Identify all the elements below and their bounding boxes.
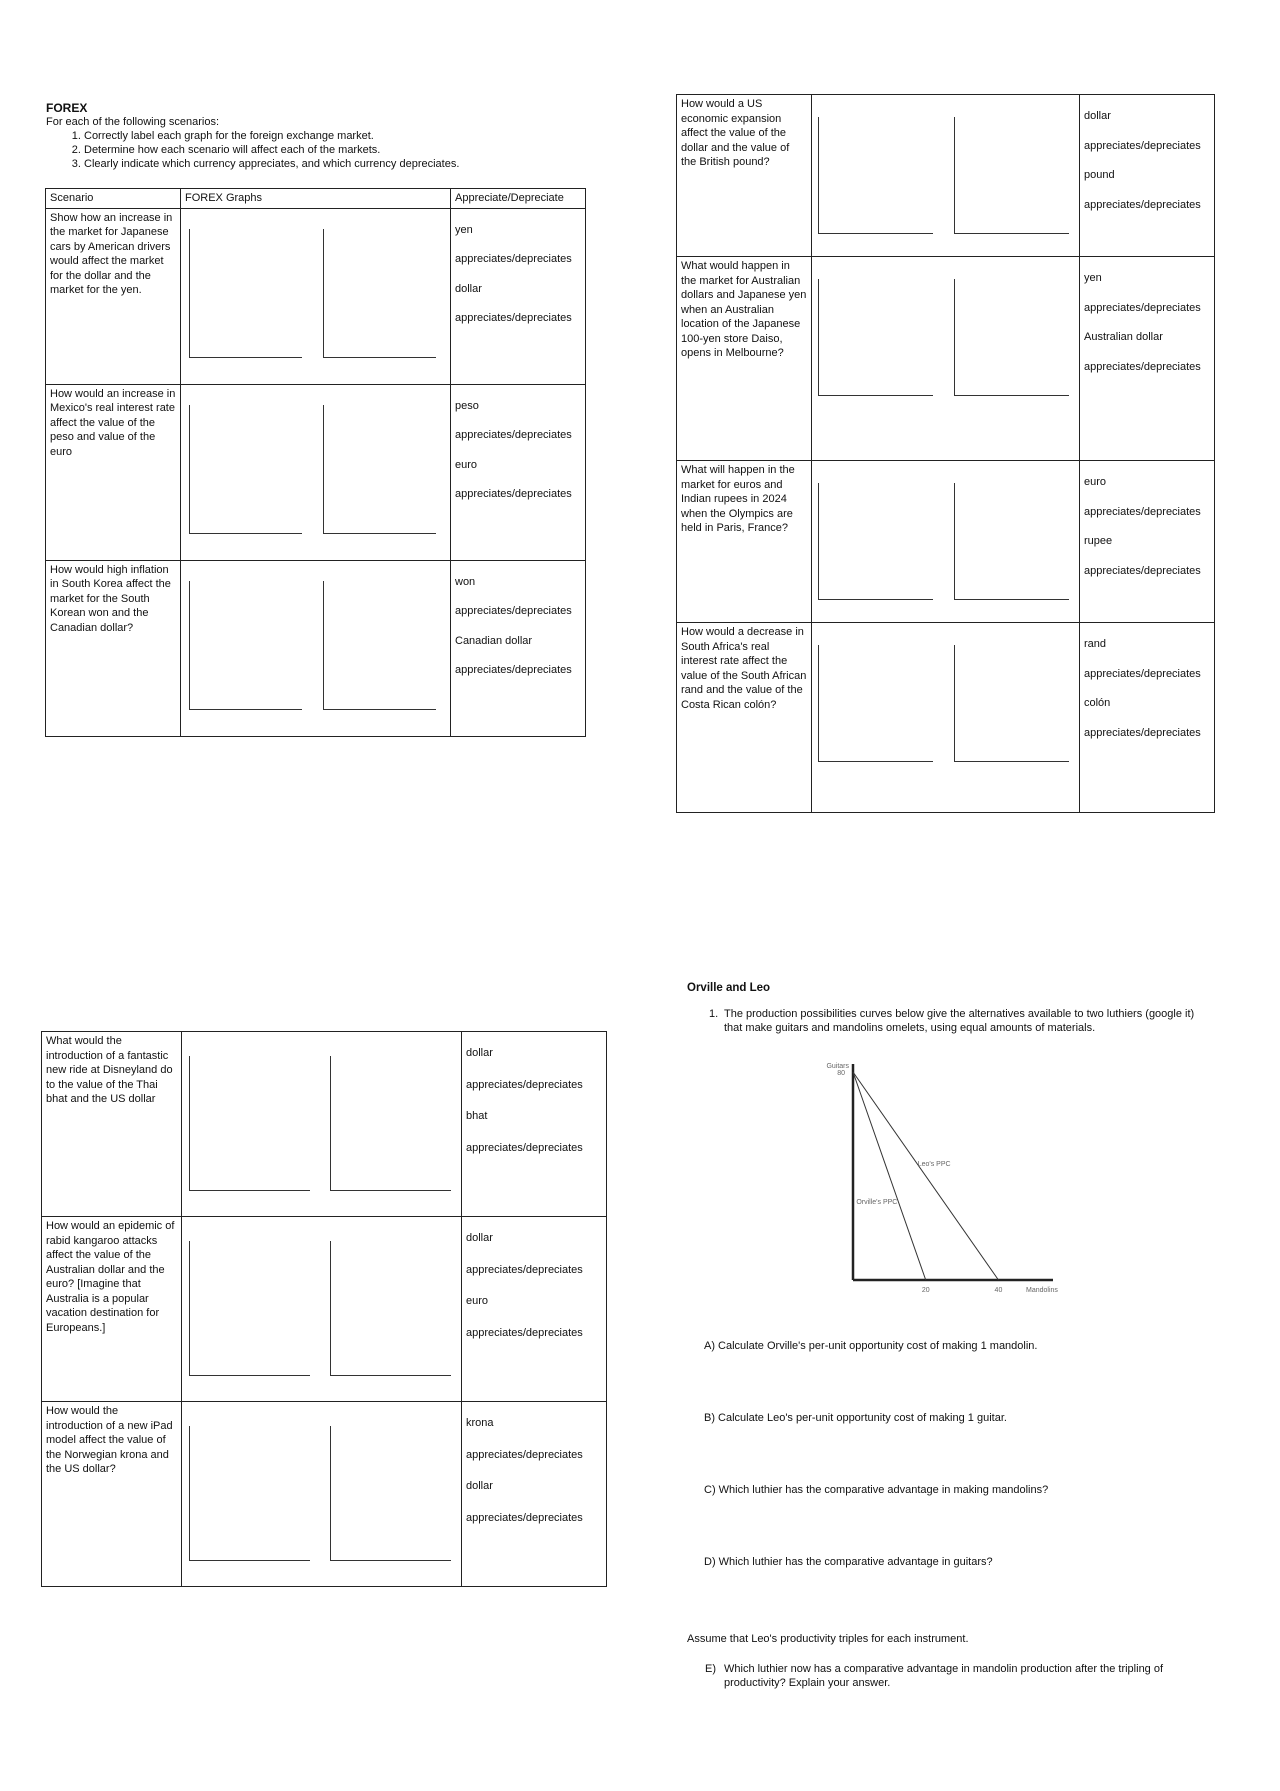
graph-area (812, 257, 1080, 461)
graph-axes[interactable] (189, 581, 302, 710)
graph-axes[interactable] (954, 117, 1069, 234)
assume-text: Assume that Leo's productivity triples for each instrument. (687, 1633, 969, 1645)
scenario-text: Show how an increase in the market for Japanese cars by American drivers would affect the market for the dollar and the market for the yen. (46, 208, 181, 384)
graph-axes[interactable] (818, 117, 933, 234)
appreciate-choice[interactable]: appreciates/depreciates (466, 1078, 583, 1091)
question-c: C) Which luthier has the comparative advantage in making mandolins? (704, 1484, 1049, 1496)
appreciate-choice[interactable]: appreciates/depreciates (466, 1511, 583, 1524)
question-1 (709, 1007, 1209, 1035)
table-row (42, 1217, 607, 1402)
appreciate-choice[interactable]: appreciates/depreciates (455, 605, 572, 617)
graph-axes[interactable] (323, 229, 436, 358)
series-line (853, 1072, 926, 1280)
questions-a-d (704, 1339, 1204, 1584)
graph-area (181, 208, 451, 384)
forex-table-1 (45, 188, 586, 737)
question-1-text: The production possibilities curves below give the alternatives available to two luthiers (google it) that make guitars and mandolins omelets, using equal amounts of materials. (724, 1008, 1195, 1034)
result-cell (462, 1217, 607, 1402)
graph-axes[interactable] (323, 405, 436, 534)
series-label: Leo's PPC (917, 1161, 951, 1168)
currency-label: dollar (466, 1047, 493, 1059)
currency-label: krona (466, 1417, 494, 1429)
currency-label: euro (455, 458, 478, 471)
graph-axes[interactable] (330, 1426, 451, 1561)
appreciate-choice[interactable]: appreciates/depreciates (455, 429, 572, 441)
graph-area (812, 95, 1080, 257)
currency-label: rand (1084, 638, 1107, 650)
result-cell (451, 560, 586, 736)
graph-axes[interactable] (189, 1426, 310, 1561)
appreciate-choice[interactable]: appreciates/depreciates (455, 253, 572, 265)
appreciate-choice[interactable]: appreciates/depreciates (466, 1326, 583, 1339)
appreciate-choice[interactable]: appreciates/depreciates (455, 664, 572, 676)
x-tick-label: 40 (994, 1287, 1003, 1294)
graph-axes[interactable] (330, 1241, 451, 1376)
graph-axes[interactable] (330, 1056, 451, 1191)
currency-label: euro (466, 1295, 489, 1307)
appreciate-choice[interactable]: appreciates/depreciates (1084, 139, 1201, 152)
scenario-text: How would an epidemic of rabid kangaroo attacks affect the value of the Australian dollar and the euro? [Imagine that Australia is a popular vacation destination for Europeans.] (42, 1217, 182, 1402)
scenario-text: How would the introduction of a new iPad model affect the value of the Norwegian krona and the US dollar? (42, 1402, 182, 1587)
question-d: D) Which luthier has the comparative advantage in guitars? (704, 1556, 993, 1568)
result-cell (1080, 257, 1215, 461)
appreciate-choice[interactable]: appreciates/depreciates (466, 1263, 583, 1276)
forex-intro-text: For each of the following scenarios: (46, 116, 220, 128)
table-row (677, 95, 1215, 257)
currency-label: yen (1084, 272, 1102, 284)
graph-axes[interactable] (818, 645, 933, 762)
forex-table-2 (676, 94, 1215, 813)
scenario-text: What would happen in the market for Australian dollars and Japanese yen when an Australian location of the Japanese 100-yen store Daiso, opens in Melbourne? (677, 257, 812, 461)
graph-axes[interactable] (189, 1056, 310, 1191)
graph-axes[interactable] (818, 279, 933, 396)
appreciate-choice[interactable]: appreciates/depreciates (1084, 360, 1201, 373)
currency-label: won (455, 575, 476, 588)
table-row (42, 1032, 607, 1217)
chart-ticks (837, 1070, 1002, 1294)
result-cell (1080, 623, 1215, 813)
table-row (677, 461, 1215, 623)
appreciate-choice[interactable]: appreciates/depreciates (1084, 301, 1201, 314)
result-cell (451, 208, 586, 384)
result-cell (1080, 95, 1215, 257)
table-row (677, 257, 1215, 461)
graph-area (182, 1217, 462, 1402)
currency-label: Canadian dollar (455, 634, 533, 647)
result-cell (462, 1032, 607, 1217)
appreciate-choice[interactable]: appreciates/depreciates (455, 488, 572, 500)
appreciate-choice[interactable]: appreciates/depreciates (466, 1448, 583, 1461)
header-scenario: Scenario (46, 189, 181, 209)
question-b: B) Calculate Leo's per-unit opportunity cost of making 1 guitar. (704, 1412, 1007, 1424)
graph-axes[interactable] (189, 405, 302, 534)
scenario-text: How would a decrease in South Africa's real interest rate affect the value of the South African rand and the value of the Costa Rican colón? (677, 623, 812, 813)
series-label: Orville's PPC (856, 1199, 898, 1206)
scenario-text: What would the introduction of a fantastic new ride at Disneyland do to the value of the Thai bhat and the US dollar (42, 1032, 182, 1217)
currency-label: euro (1084, 476, 1107, 488)
chart-y-label: Guitars (826, 1063, 849, 1070)
chart-series (853, 1072, 998, 1280)
currency-label: dollar (1084, 110, 1111, 122)
currency-label: bhat (466, 1110, 488, 1122)
question-e-letter: E) (705, 1663, 716, 1675)
forex-intro (46, 115, 566, 171)
currency-label: dollar (466, 1232, 493, 1244)
appreciate-choice[interactable]: appreciates/depreciates (466, 1141, 583, 1154)
orville-title: Orville and Leo (687, 982, 771, 994)
table-row (46, 384, 586, 560)
appreciate-choice[interactable]: appreciates/depreciates (1084, 505, 1201, 518)
x-tick-label: 20 (921, 1287, 930, 1294)
forex-steps (46, 129, 566, 171)
question-a: A) Calculate Orville's per-unit opportunity cost of making 1 mandolin. (704, 1340, 1038, 1352)
result-cell (462, 1402, 607, 1587)
graph-area (182, 1402, 462, 1587)
currency-label: peso (455, 399, 479, 412)
appreciate-choice[interactable]: appreciates/depreciates (1084, 564, 1201, 577)
y-tick-label: 80 (837, 1070, 845, 1077)
forex-step: 2. Determine how each scenario will affect each of the markets. (84, 143, 566, 157)
graph-axes[interactable] (954, 483, 1069, 600)
graph-area (182, 1032, 462, 1217)
header-result: Appreciate/Depreciate (451, 189, 586, 209)
header-graphs: FOREX Graphs (181, 189, 451, 209)
table-row (46, 560, 586, 736)
scenario-text: How would high inflation in South Korea affect the market for the South Korean won and the Canadian dollar? (46, 560, 181, 736)
series-line (853, 1072, 998, 1280)
graph-area (181, 384, 451, 560)
table-row (46, 208, 586, 384)
forex-title: FOREX (46, 101, 88, 115)
question-number: 1. (709, 1008, 719, 1020)
currency-label: dollar (466, 1480, 493, 1492)
scenario-text: How would a US economic expansion affect the value of the dollar and the value of the British pound? (677, 95, 812, 257)
table-row (677, 623, 1215, 813)
currency-label: dollar (455, 282, 482, 295)
scenario-text: What will happen in the market for euros and Indian rupees in 2024 when the Olympics are held in Paris, France? (677, 461, 812, 623)
graph-axes[interactable] (189, 1241, 310, 1376)
ppc-chart (810, 1056, 1090, 1306)
forex-step: 3. Clearly indicate which currency appreciates, and which currency depreciates. (84, 157, 566, 171)
forex-step: 1. Correctly label each graph for the foreign exchange market. (84, 129, 566, 143)
graph-axes[interactable] (954, 645, 1069, 762)
question-e (705, 1662, 1205, 1690)
currency-label: pound (1084, 169, 1115, 181)
graph-area (812, 623, 1080, 813)
appreciate-choice[interactable]: appreciates/depreciates (1084, 726, 1201, 739)
forex-table-3 (41, 1031, 607, 1587)
currency-label: rupee (1084, 535, 1113, 547)
graph-axes[interactable] (954, 279, 1069, 396)
appreciate-choice[interactable]: appreciates/depreciates (1084, 198, 1201, 211)
result-cell (451, 384, 586, 560)
table-row (42, 1402, 607, 1587)
chart-x-label: Mandolins (1026, 1287, 1058, 1294)
graph-axes[interactable] (323, 581, 436, 710)
currency-label: colón (1084, 697, 1111, 709)
graph-area (812, 461, 1080, 623)
currency-label: Australian dollar (1084, 331, 1163, 343)
currency-label: yen (455, 223, 473, 236)
graph-axes[interactable] (189, 229, 302, 358)
result-cell (1080, 461, 1215, 623)
question-e-text: Which luthier now has a comparative advantage in mandolin production after the tripling of productivity? Explain your answer. (724, 1663, 1164, 1689)
scenario-text: How would an increase in Mexico's real interest rate affect the value of the peso and value of the euro (46, 384, 181, 560)
appreciate-choice[interactable]: appreciates/depreciates (1084, 667, 1201, 680)
graph-area (181, 560, 451, 736)
graph-axes[interactable] (818, 483, 933, 600)
appreciate-choice[interactable]: appreciates/depreciates (455, 312, 572, 324)
